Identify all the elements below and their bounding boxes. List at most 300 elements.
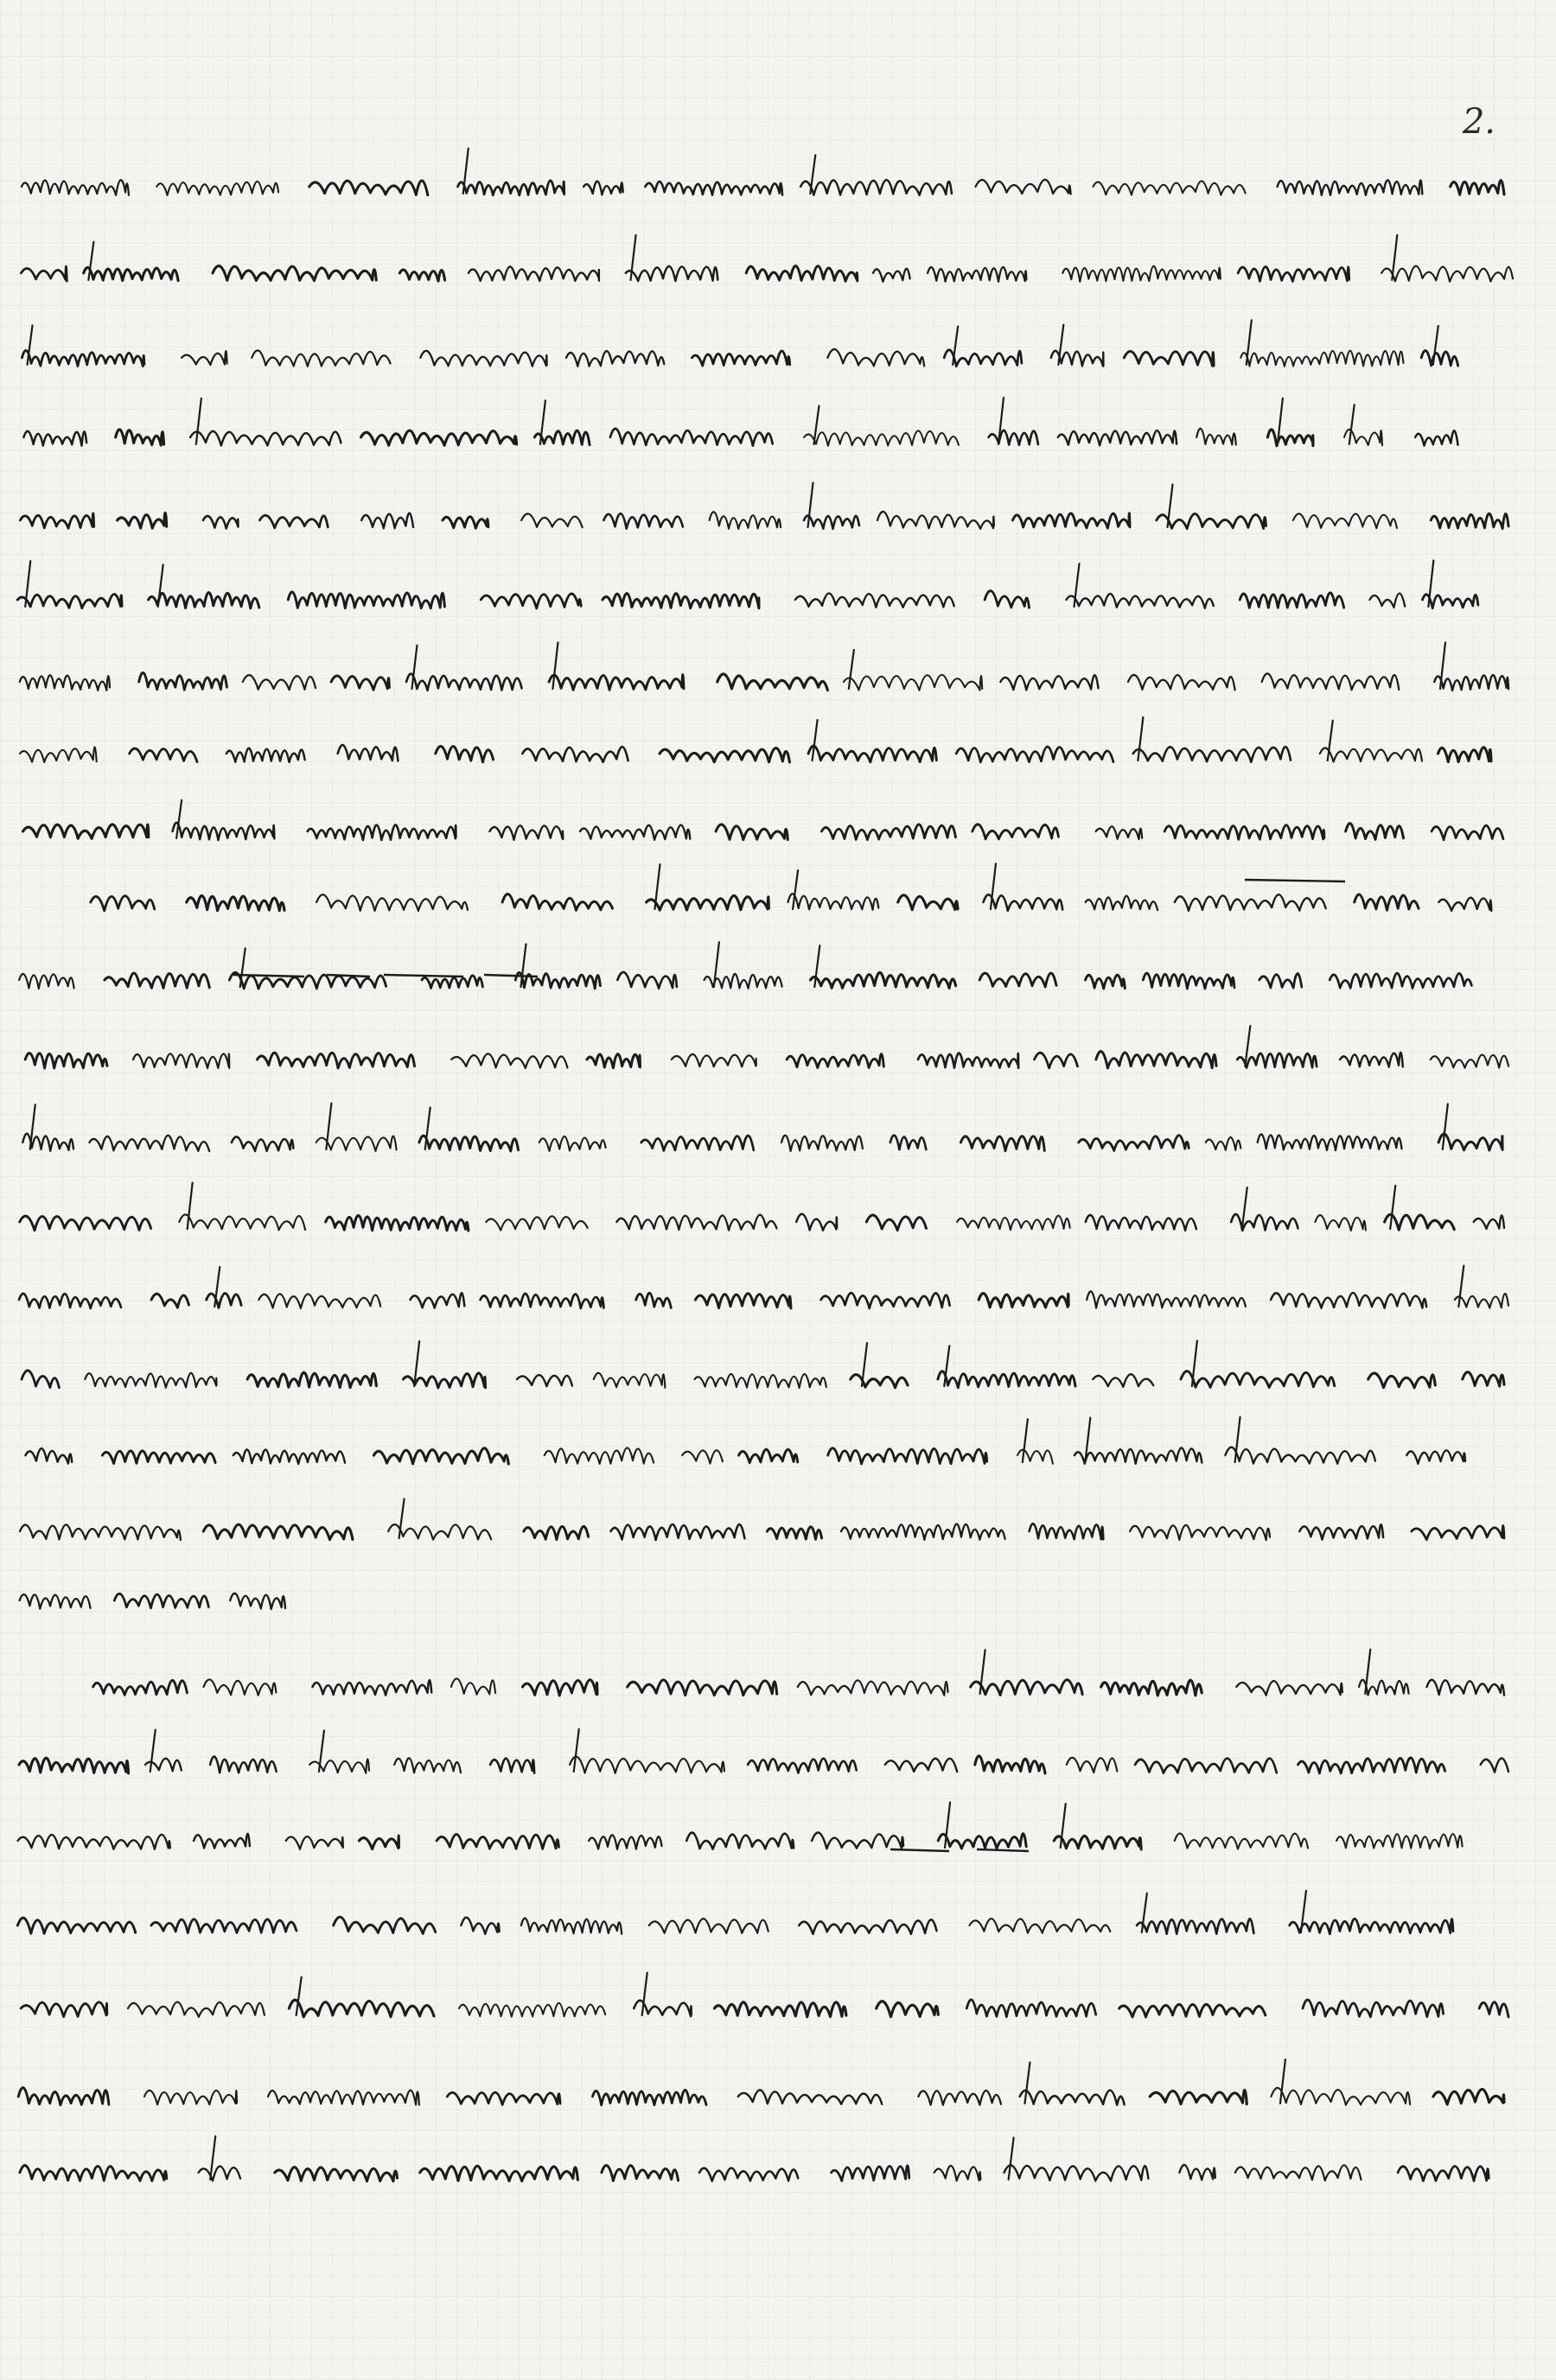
handwritten-word xyxy=(19,1294,121,1308)
handwritten-word xyxy=(422,976,482,989)
handwritten-word xyxy=(490,1759,534,1773)
handwritten-word xyxy=(361,513,413,529)
handwritten-word xyxy=(647,895,769,910)
handwritten-word xyxy=(447,2092,560,2104)
handwritten-word xyxy=(649,1919,768,1933)
handwritten-word xyxy=(199,2167,240,2181)
handwritten-word xyxy=(203,1524,353,1540)
handwritten-word xyxy=(411,1293,465,1308)
handwritten-word xyxy=(938,1834,1026,1849)
handwritten-word xyxy=(616,1215,776,1231)
handwritten-word xyxy=(1336,1834,1463,1849)
handwritten-ascender xyxy=(849,650,854,689)
handwritten-word xyxy=(210,1757,277,1773)
handwritten-word xyxy=(243,675,316,690)
handwritten-word xyxy=(207,1294,241,1308)
handwritten-word xyxy=(259,515,328,528)
handwritten-word xyxy=(437,1835,558,1849)
handwritten-word xyxy=(156,181,278,195)
handwritten-word xyxy=(1432,825,1503,840)
handwritten-word xyxy=(898,895,958,910)
handwritten-word xyxy=(976,180,1071,194)
handwritten-word xyxy=(804,516,859,529)
handwritten-word xyxy=(20,1524,181,1540)
handwritten-word xyxy=(812,1833,903,1849)
handwritten-word xyxy=(105,973,209,988)
underline-mark xyxy=(977,1849,1029,1851)
handwritten-word xyxy=(617,972,677,989)
handwritten-word xyxy=(660,748,789,762)
handwritten-word xyxy=(984,894,1063,911)
handwritten-word xyxy=(1124,352,1214,366)
handwritten-word xyxy=(523,1680,598,1696)
handwritten-word xyxy=(1035,1053,1078,1068)
underline-mark xyxy=(384,975,463,977)
handwritten-word xyxy=(18,1835,170,1849)
handwritten-word xyxy=(956,747,1113,762)
handwritten-word xyxy=(524,1526,589,1539)
handwritten-word xyxy=(710,512,781,529)
handwritten-word xyxy=(19,974,74,989)
handwritten-word xyxy=(795,594,954,608)
handwritten-word xyxy=(885,1759,957,1772)
handwritten-word xyxy=(1438,1134,1502,1150)
handwritten-word xyxy=(1434,675,1508,690)
handwritten-ascender xyxy=(326,1104,331,1149)
handwritten-word xyxy=(20,1594,91,1609)
handwritten-word xyxy=(1237,1053,1317,1068)
handwritten-word xyxy=(151,1919,297,1933)
handwritten-ascender xyxy=(1433,326,1438,365)
handwritten-word xyxy=(522,747,628,762)
handwritten-word xyxy=(1431,513,1508,528)
handwritten-ascender xyxy=(158,564,163,607)
handwritten-word xyxy=(918,2090,1001,2105)
handwritten-word xyxy=(17,1918,135,1933)
handwritten-word xyxy=(1315,1215,1366,1231)
handwritten-word xyxy=(1067,594,1214,608)
handwritten-word xyxy=(1150,2090,1247,2104)
handwritten-word xyxy=(1181,1371,1335,1388)
handwritten-word xyxy=(1067,1758,1118,1772)
handwritten-word xyxy=(877,2001,939,2017)
handwritten-word xyxy=(1086,975,1126,989)
handwritten-word xyxy=(22,1371,59,1388)
handwritten-word xyxy=(1087,1291,1246,1308)
handwritten-ascender xyxy=(862,1343,867,1386)
handwritten-word xyxy=(268,2090,419,2105)
handwritten-word xyxy=(822,824,956,840)
handwritten-word xyxy=(800,180,952,195)
handwritten-ascender xyxy=(1365,1650,1370,1694)
handwritten-word xyxy=(486,1216,587,1230)
handwritten-word xyxy=(971,1680,1082,1696)
handwritten-word xyxy=(798,1680,948,1695)
handwritten-word xyxy=(636,1293,672,1308)
handwritten-word xyxy=(258,1294,380,1308)
handwritten-word xyxy=(20,748,97,762)
page-number: 2. xyxy=(1462,102,1495,142)
handwritten-word xyxy=(1258,1135,1402,1151)
handwritten-word xyxy=(1235,2165,1362,2180)
handwritten-word xyxy=(716,824,788,840)
handwritten-word xyxy=(570,1757,724,1773)
handwritten-word xyxy=(1143,973,1234,989)
handwritten-word xyxy=(91,896,155,911)
handwritten-word xyxy=(1381,266,1513,282)
handwritten-word xyxy=(539,1136,606,1151)
handwritten-word xyxy=(1128,675,1235,690)
handwritten-ascender xyxy=(552,642,558,689)
handwritten-word xyxy=(626,266,718,281)
handwritten-word xyxy=(593,2090,707,2104)
handwritten-word xyxy=(1463,1372,1504,1386)
handwritten-word xyxy=(1240,593,1343,608)
handwritten-word xyxy=(717,674,828,690)
handwritten-word xyxy=(587,1054,640,1068)
handwritten-word xyxy=(1423,595,1478,608)
handwritten-word xyxy=(84,268,178,281)
handwritten-word xyxy=(26,1448,73,1463)
handwritten-word xyxy=(796,1214,837,1231)
handwritten-word xyxy=(521,513,583,527)
handwritten-word xyxy=(989,430,1038,445)
handwritten-ascender xyxy=(1443,1104,1448,1149)
handwritten-word xyxy=(233,1449,345,1464)
handwritten-word xyxy=(151,1294,188,1308)
handwritten-word xyxy=(1030,1524,1104,1539)
handwritten-word xyxy=(190,431,341,446)
handwritten-word xyxy=(1240,351,1403,366)
handwritten-word xyxy=(1079,1136,1189,1151)
handwritten-word xyxy=(1086,1215,1196,1231)
handwritten-word xyxy=(182,351,227,365)
handwritten-word xyxy=(686,1833,794,1849)
handwritten-word xyxy=(628,1680,777,1696)
handwritten-word xyxy=(288,592,444,608)
handwritten-word xyxy=(788,894,879,910)
handwritten-ascender xyxy=(1392,235,1397,280)
handwritten-ascender xyxy=(1138,717,1143,760)
handwritten-word xyxy=(944,350,1022,366)
handwritten-word xyxy=(767,1527,821,1539)
handwritten-word xyxy=(469,267,599,282)
handwritten-word xyxy=(1330,973,1471,988)
handwritten-word xyxy=(1133,747,1291,762)
handwritten-word xyxy=(1206,1137,1241,1150)
handwritten-word xyxy=(149,593,259,608)
handwritten-word xyxy=(1004,2166,1149,2181)
handwritten-word xyxy=(682,1450,723,1463)
handwritten-word xyxy=(1368,1373,1436,1388)
handwritten-word xyxy=(1164,825,1324,840)
handwritten-word xyxy=(436,747,494,762)
handwritten-word xyxy=(1398,2167,1489,2181)
handwritten-word xyxy=(399,270,444,281)
handwritten-ascender xyxy=(319,1730,324,1772)
handwritten-word xyxy=(114,1594,208,1608)
handwritten-word xyxy=(1431,1055,1508,1068)
handwritten-word xyxy=(918,1053,1018,1068)
handwritten-word xyxy=(549,675,684,690)
handwritten-word xyxy=(252,350,390,366)
handwritten-word xyxy=(226,748,305,762)
handwritten-word xyxy=(1385,1214,1455,1230)
handwritten-ascender xyxy=(196,398,201,444)
handwritten-word xyxy=(308,825,456,840)
handwritten-word xyxy=(811,972,956,988)
handwritten-word xyxy=(1259,974,1302,989)
handwritten-word xyxy=(1157,514,1266,529)
handwritten-word xyxy=(1179,2165,1215,2180)
handwritten-word xyxy=(714,2002,846,2017)
handwritten-word xyxy=(133,1053,229,1068)
handwritten-word xyxy=(20,513,93,528)
handwritten-word xyxy=(21,266,67,281)
handwritten-word xyxy=(1225,1448,1375,1464)
handwritten-word xyxy=(326,1215,469,1231)
handwritten-word xyxy=(1406,1450,1465,1464)
handwritten-word xyxy=(877,512,994,529)
handwritten-ascender xyxy=(1168,485,1173,527)
handwritten-word xyxy=(1135,1759,1277,1773)
handwritten-word xyxy=(934,2166,981,2180)
handwritten-word xyxy=(804,430,959,445)
handwritten-word xyxy=(420,2166,578,2180)
handwritten-word xyxy=(93,1680,188,1695)
handwritten-ascender xyxy=(654,864,660,909)
handwritten-word xyxy=(1196,429,1236,445)
handwritten-ascender xyxy=(1192,1340,1197,1386)
handwritten-word xyxy=(970,1919,1111,1933)
handwritten-word xyxy=(821,1293,950,1308)
handwritten-word xyxy=(373,1448,508,1464)
handwritten-word xyxy=(979,1294,1068,1308)
handwritten-word xyxy=(645,181,782,195)
underline-mark xyxy=(890,1849,949,1851)
handwritten-word xyxy=(928,267,1026,282)
handwritten-ascender xyxy=(813,720,818,760)
handwritten-word xyxy=(451,1678,495,1694)
handwritten-word xyxy=(1412,1525,1504,1539)
handwritten-word xyxy=(20,1216,151,1231)
handwritten-word xyxy=(603,513,683,528)
handwritten-word xyxy=(144,2090,237,2104)
handwritten-ascender xyxy=(810,155,815,194)
handwritten-word xyxy=(22,351,144,366)
handwritten-ascender xyxy=(1024,2062,1030,2103)
handwritten-word xyxy=(173,823,275,840)
handwritten-word xyxy=(459,2003,605,2017)
handwritten-word xyxy=(521,1919,622,1934)
handwritten-word xyxy=(461,1918,499,1934)
handwritten-word xyxy=(545,1448,654,1464)
handwritten-word xyxy=(502,894,612,911)
handwritten-word xyxy=(1438,898,1491,911)
handwritten-word xyxy=(966,2000,1095,2017)
handwritten-word xyxy=(580,825,690,840)
handwritten-word xyxy=(139,672,227,690)
handwritten-word xyxy=(247,1372,376,1387)
handwritten-word xyxy=(1262,673,1400,690)
handwritten-word xyxy=(746,266,858,282)
handwritten-word xyxy=(451,1053,567,1068)
handwritten-word xyxy=(832,2166,909,2181)
handwritten-word xyxy=(406,674,521,690)
handwritten-word xyxy=(844,675,982,690)
handwritten-word xyxy=(1479,2002,1508,2017)
handwritten-word xyxy=(1093,1374,1153,1387)
handwritten-word xyxy=(957,1216,1070,1231)
handwritten-word xyxy=(489,825,563,839)
handwritten-ascender xyxy=(1301,1891,1306,1932)
handwritten-word xyxy=(1096,1052,1216,1068)
handwritten-word xyxy=(360,1836,399,1849)
handwritten-word xyxy=(960,1136,1044,1151)
handwritten-word xyxy=(1433,2090,1504,2105)
handwritten-word xyxy=(25,1053,107,1068)
handwritten-word xyxy=(1137,1919,1253,1933)
handwritten-word xyxy=(1299,1524,1383,1539)
handwritten-word xyxy=(1320,748,1422,761)
handwritten-word xyxy=(18,2088,109,2105)
handwritten-word xyxy=(1086,896,1157,910)
handwritten-word xyxy=(213,266,376,281)
underline-mark xyxy=(1245,880,1345,881)
handwritten-word xyxy=(232,1136,294,1151)
handwritten-word xyxy=(979,973,1056,987)
handwritten-word xyxy=(286,1836,343,1849)
handwritten-word xyxy=(458,181,564,195)
handwritten-word xyxy=(1278,180,1423,194)
handwritten-word xyxy=(179,1214,305,1230)
handwritten-word xyxy=(1293,513,1397,528)
handwritten-word xyxy=(1451,181,1504,195)
handwritten-word xyxy=(130,748,197,762)
handwritten-word xyxy=(1267,430,1313,446)
handwritten-word xyxy=(739,1449,798,1462)
underline-mark xyxy=(327,975,370,977)
handwritten-word xyxy=(1000,675,1098,690)
handwritten-word xyxy=(1369,594,1405,608)
handwritten-word xyxy=(419,1136,519,1151)
handwritten-word xyxy=(1298,1758,1445,1773)
handwritten-word xyxy=(17,595,122,608)
handwritten-word xyxy=(19,1758,128,1773)
handwritten-word xyxy=(1421,351,1457,366)
handwritten-word xyxy=(799,1919,936,1934)
handwritten-word xyxy=(394,1758,461,1772)
handwritten-word xyxy=(695,1374,826,1388)
handwritten-word xyxy=(22,180,129,195)
handwritten-word xyxy=(23,431,86,446)
handwritten-word xyxy=(85,1373,216,1388)
handwritten-word xyxy=(589,1835,661,1849)
handwritten-word xyxy=(1271,1293,1426,1308)
handwritten-word xyxy=(334,1917,436,1933)
handwritten-word xyxy=(738,2090,882,2103)
handwritten-word xyxy=(1438,748,1492,762)
handwritten-word xyxy=(1455,1294,1508,1308)
handwritten-word xyxy=(361,430,517,445)
handwritten-word xyxy=(828,1448,987,1464)
handwritten-word xyxy=(203,516,238,528)
handwritten-word xyxy=(1481,1759,1508,1772)
handwritten-word xyxy=(20,675,110,690)
handwritten-word xyxy=(1238,267,1349,282)
handwritten-word xyxy=(851,1375,908,1388)
handwritten-word xyxy=(23,824,149,838)
handwritten-word xyxy=(1415,430,1457,445)
handwritten-word xyxy=(116,430,164,445)
handwritten-word xyxy=(603,594,759,608)
handwritten-word xyxy=(1130,1525,1270,1540)
handwritten-word xyxy=(1075,1448,1202,1463)
handwritten-word xyxy=(89,1136,209,1151)
handwritten-word xyxy=(866,1215,926,1231)
handwritten-word xyxy=(938,1371,1075,1388)
handwritten-ascender xyxy=(1349,404,1355,444)
handwritten-word xyxy=(1119,2004,1266,2017)
handwritten-word xyxy=(309,181,428,195)
handwritten-word xyxy=(194,1834,250,1849)
handwritten-word xyxy=(331,676,389,690)
handwritten-word xyxy=(841,1524,1005,1539)
handwritten-word xyxy=(1290,1919,1453,1933)
handwritten-word xyxy=(1236,1681,1342,1696)
handwritten-word xyxy=(827,349,924,366)
handwritten-word xyxy=(781,1136,863,1151)
handwritten-word xyxy=(584,181,623,195)
handwritten-ascender xyxy=(1390,1186,1395,1229)
handwritten-word xyxy=(1175,894,1326,911)
handwritten-word xyxy=(21,2002,107,2017)
handwritten-word xyxy=(610,429,773,446)
handwritten-word xyxy=(566,351,664,366)
handwritten-word xyxy=(1346,824,1404,840)
handwritten-word xyxy=(699,2168,798,2181)
handwritten-word xyxy=(1054,1836,1141,1849)
handwritten-word xyxy=(515,972,600,988)
handwritten-word xyxy=(481,1294,604,1308)
handwritten-word xyxy=(481,594,581,608)
handwritten-word xyxy=(443,517,488,528)
handwritten-word xyxy=(534,430,590,445)
handwritten-word xyxy=(748,1759,857,1773)
handwritten-word xyxy=(672,1054,756,1067)
handwritten-word xyxy=(1094,181,1246,195)
handwritten-word xyxy=(1020,2090,1125,2105)
handwritten-word xyxy=(1340,1053,1403,1067)
handwritten-word xyxy=(602,2166,679,2181)
handwritten-word xyxy=(873,269,910,282)
handwritten-word xyxy=(787,1054,883,1068)
handwritten-word xyxy=(1175,1834,1308,1849)
handwritten-word xyxy=(1355,894,1419,910)
handwritten-word xyxy=(972,824,1059,839)
handwritten-word xyxy=(594,1373,666,1388)
handwritten-word xyxy=(696,1294,791,1308)
handwritten-word xyxy=(258,1053,415,1068)
handwritten-word xyxy=(641,1136,754,1150)
handwritten-ascender xyxy=(574,1729,579,1772)
handwritten-word xyxy=(692,351,790,366)
handwritten-word xyxy=(204,1679,277,1695)
handwritten-word xyxy=(1013,513,1131,528)
handwritten-word xyxy=(338,745,399,760)
handwritten-word xyxy=(420,351,546,366)
handwritten-ascender xyxy=(1023,1419,1028,1462)
